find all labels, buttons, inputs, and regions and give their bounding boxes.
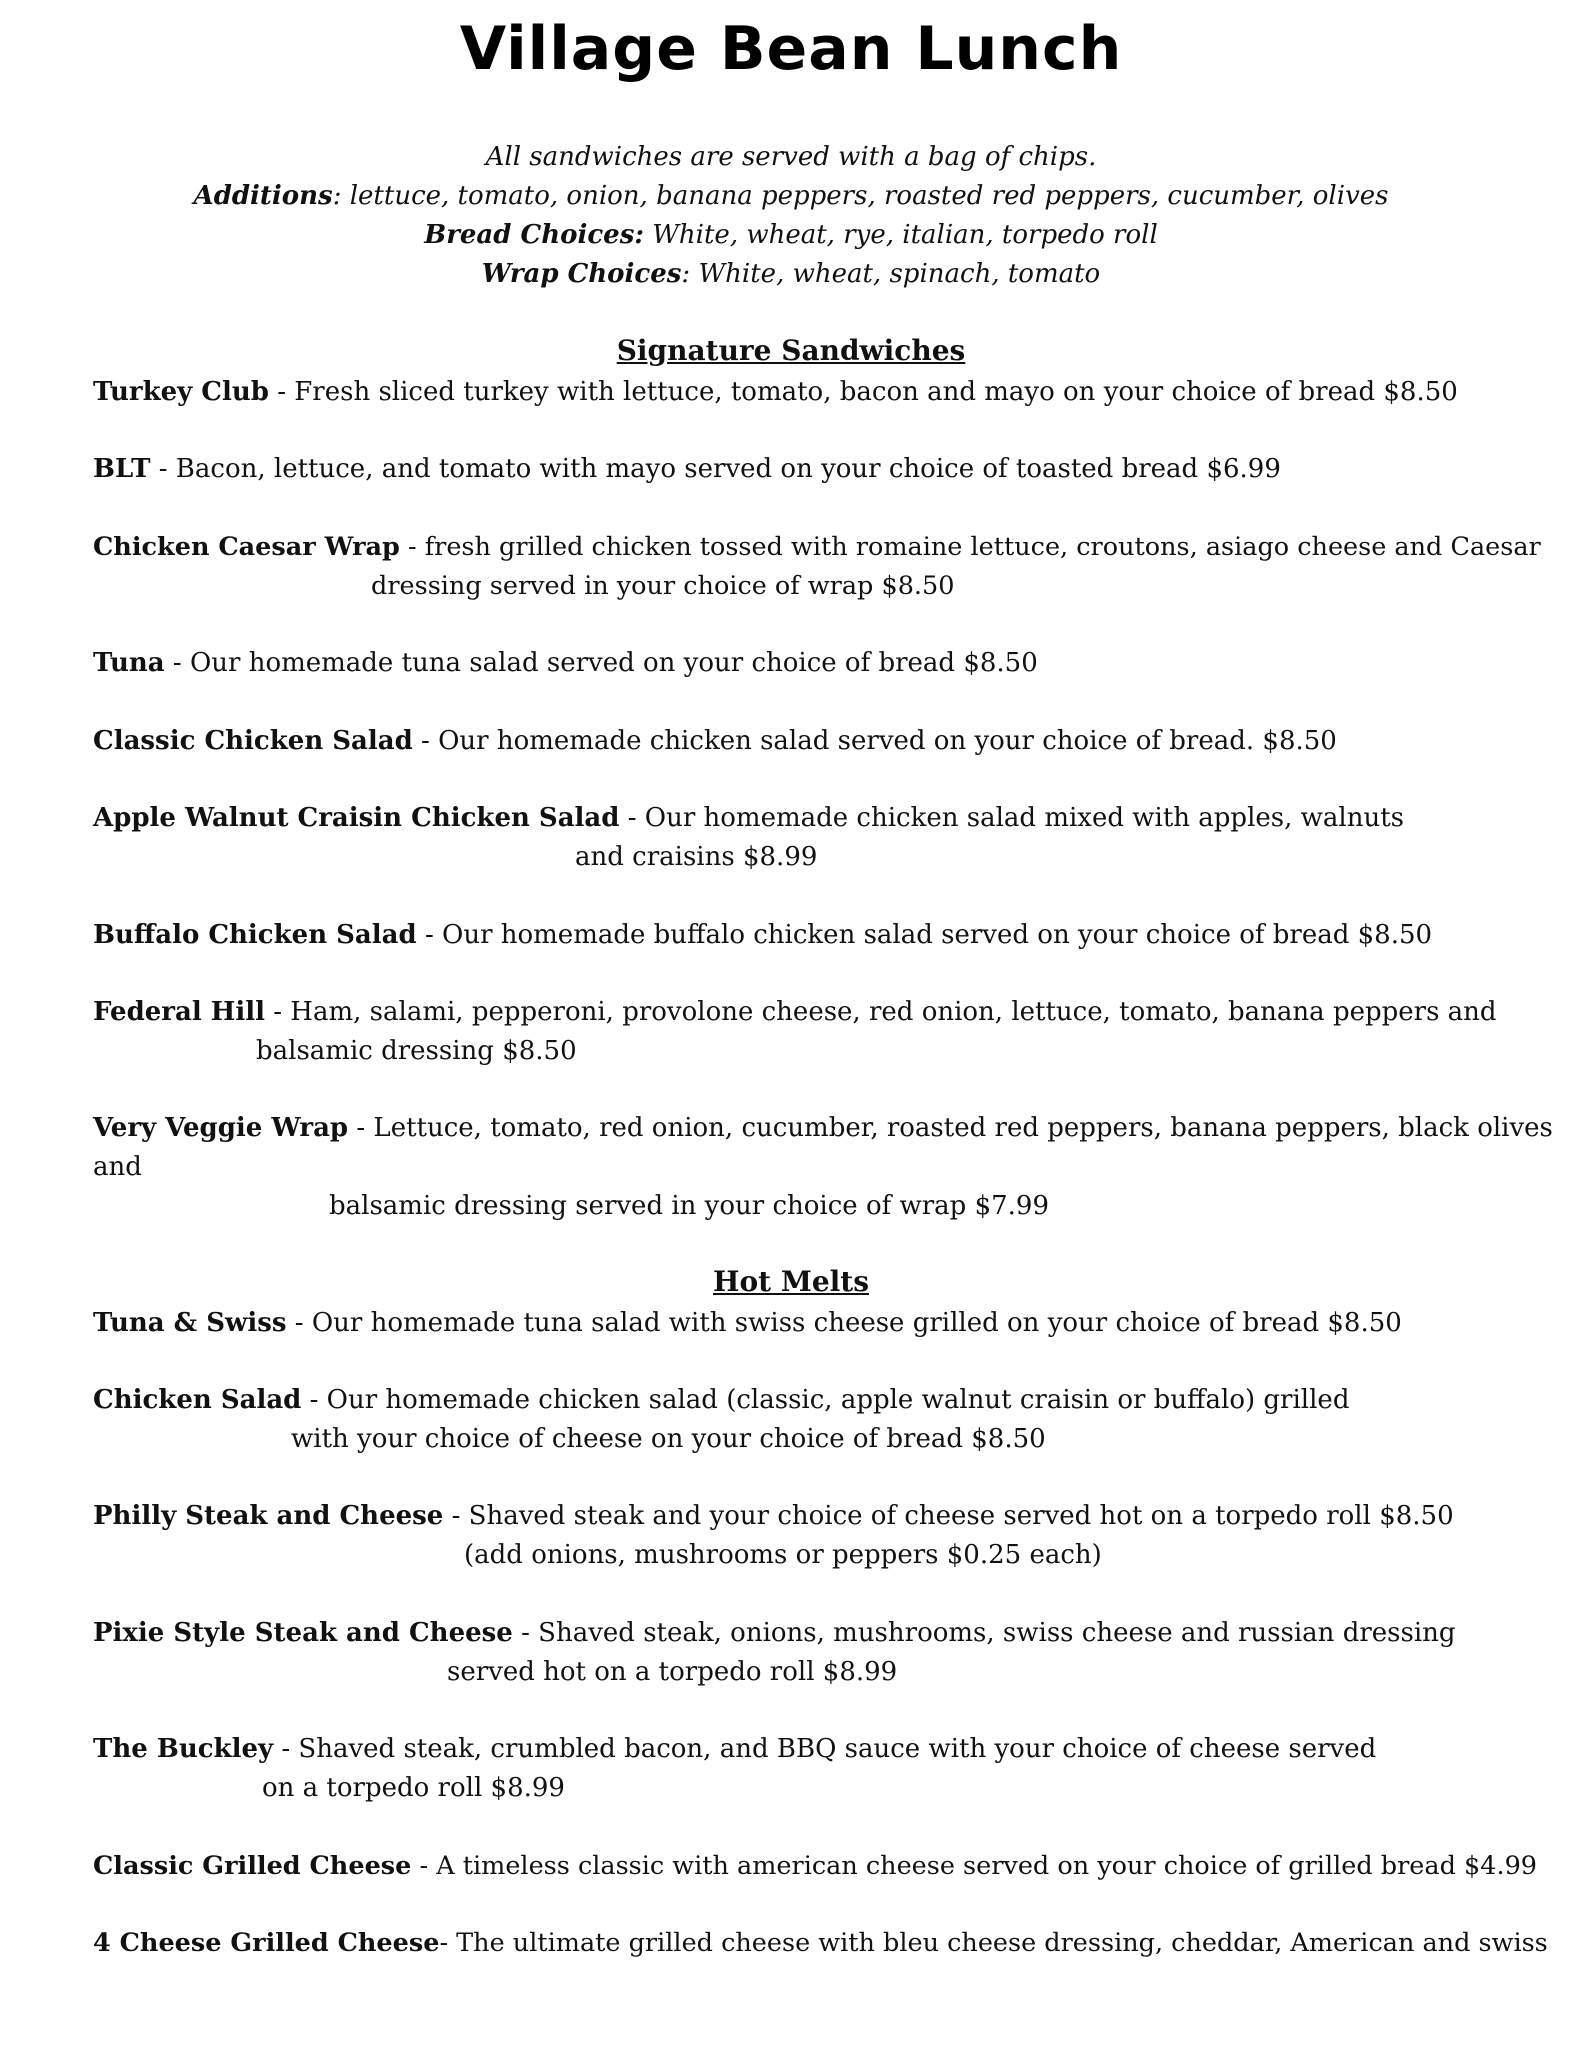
- menu-item: [93, 799, 1404, 877]
- item-description-continued: served hot on a torpedo roll $8.99: [447, 1657, 898, 1687]
- menu-item: [93, 916, 1432, 955]
- signature-sandwiches-heading: Signature Sandwiches: [616, 334, 966, 367]
- item-name: Buffalo Chicken Salad: [93, 920, 417, 950]
- item-name: Classic Grilled Cheese: [93, 1851, 412, 1881]
- item-description: - Shaved steak and your choice of cheese served hot on a torpedo roll $8.50: [443, 1501, 1454, 1531]
- item-description-continued: balsamic dressing $8.50: [256, 1036, 577, 1066]
- menu-item: [93, 1381, 1349, 1459]
- item-name: Federal Hill: [93, 997, 265, 1027]
- item-description: - fresh grilled chicken tossed with romaine lettuce, croutons, asiago cheese and Caesar: [399, 532, 1541, 562]
- menu-item: [93, 373, 1458, 412]
- item-description-continued: (add onions, mushrooms or peppers $0.25 each): [464, 1540, 1102, 1570]
- wrap-choices-label: Wrap Choices: [481, 259, 682, 289]
- item-name: Philly Steak and Cheese: [93, 1501, 444, 1531]
- menu-item: [93, 450, 1281, 489]
- menu-item: [93, 1497, 1454, 1575]
- hot-melts-heading: Hot Melts: [713, 1265, 869, 1298]
- item-description: - Bacon, lettuce, and tomato with mayo served on your choice of toasted bread $6.99: [150, 454, 1281, 484]
- item-description: - Ham, salami, pepperoni, provolone cheese, red onion, lettuce, tomato, banana peppers and: [264, 997, 1497, 1027]
- item-description-continued: and: [93, 1152, 142, 1182]
- item-name: The Buckley: [93, 1734, 274, 1764]
- item-name: BLT: [93, 454, 151, 484]
- item-description: - Our homemade chicken salad (classic, apple walnut craisin or buffalo) grilled: [301, 1385, 1350, 1415]
- menu-item: [93, 1730, 1376, 1808]
- menu-item: [93, 528, 1541, 606]
- wrap-choices-line: [0, 255, 1582, 294]
- item-name: Turkey Club: [93, 377, 269, 407]
- item-name: Classic Chicken Salad: [93, 726, 413, 756]
- intro-block: [0, 138, 1582, 294]
- item-description: - Lettuce, tomato, red onion, cucumber, roasted red peppers, banana peppers, black olives: [348, 1113, 1553, 1143]
- item-name: Very Veggie Wrap: [93, 1113, 349, 1143]
- bread-choices-text: White, wheat, rye, italian, torpedo roll: [643, 220, 1158, 250]
- item-description-continued: with your choice of cheese on your choice of bread $8.50: [291, 1424, 1046, 1454]
- item-description: - Our homemade buffalo chicken salad served on your choice of bread $8.50: [416, 920, 1433, 950]
- item-description-continued: dressing served in your choice of wrap $8.50: [371, 571, 955, 601]
- item-name: Tuna: [93, 648, 165, 678]
- item-description-continued: on a torpedo roll $8.99: [262, 1773, 565, 1803]
- item-description: - Our homemade tuna salad with swiss cheese grilled on your choice of bread $8.50: [286, 1308, 1402, 1338]
- item-description: - A timeless classic with american cheese served on your choice of grilled bread $4.99: [411, 1851, 1538, 1881]
- menu-item: [93, 1109, 1553, 1226]
- item-description: - Our homemade tuna salad served on your choice of bread $8.50: [164, 648, 1038, 678]
- item-name: Chicken Salad: [93, 1385, 302, 1415]
- item-description: - Fresh sliced turkey with lettuce, tomato, bacon and mayo on your choice of bread $8.50: [268, 377, 1458, 407]
- menu-item: [93, 1304, 1402, 1343]
- menu-title: Village Bean Lunch: [459, 14, 1123, 84]
- item-name: 4 Cheese Grilled Cheese: [93, 1928, 440, 1958]
- additions-label: Additions: [193, 181, 333, 211]
- item-description: - The ultimate grilled cheese with bleu cheese dressing, cheddar, American and swiss: [439, 1928, 1548, 1958]
- menu-item: [93, 644, 1038, 683]
- bread-choices-label: Bread Choices:: [424, 220, 644, 250]
- item-name: Tuna & Swiss: [93, 1308, 287, 1338]
- menu-item: [93, 993, 1497, 1071]
- menu-item: [93, 1924, 1548, 1963]
- item-name: Pixie Style Steak and Cheese: [93, 1618, 513, 1648]
- item-name: Chicken Caesar Wrap: [93, 532, 400, 562]
- item-description: - Our homemade chicken salad mixed with apples, walnuts: [619, 803, 1405, 833]
- item-description: - Shaved steak, onions, mushrooms, swiss cheese and russian dressing: [512, 1618, 1456, 1648]
- item-name: Apple Walnut Craisin Chicken Salad: [93, 803, 620, 833]
- menu-item: [93, 1614, 1456, 1692]
- item-description: - Our homemade chicken salad served on your choice of bread. $8.50: [412, 726, 1337, 756]
- item-description-continued: balsamic dressing served in your choice of wrap $7.99: [329, 1191, 1050, 1221]
- bread-choices-line: [0, 216, 1582, 255]
- additions-text: : lettuce, tomato, onion, banana peppers, roasted red peppers, cucumber, olives: [332, 181, 1389, 211]
- chips-note: All sandwiches are served with a bag of chips.: [485, 142, 1097, 172]
- menu-item: [93, 722, 1337, 761]
- menu-item: [93, 1847, 1537, 1886]
- additions-line: [0, 177, 1582, 216]
- wrap-choices-text: : White, wheat, spinach, tomato: [681, 259, 1101, 289]
- item-description: - Shaved steak, crumbled bacon, and BBQ sauce with your choice of cheese served: [273, 1734, 1377, 1764]
- item-description-continued: and craisins $8.99: [575, 842, 818, 872]
